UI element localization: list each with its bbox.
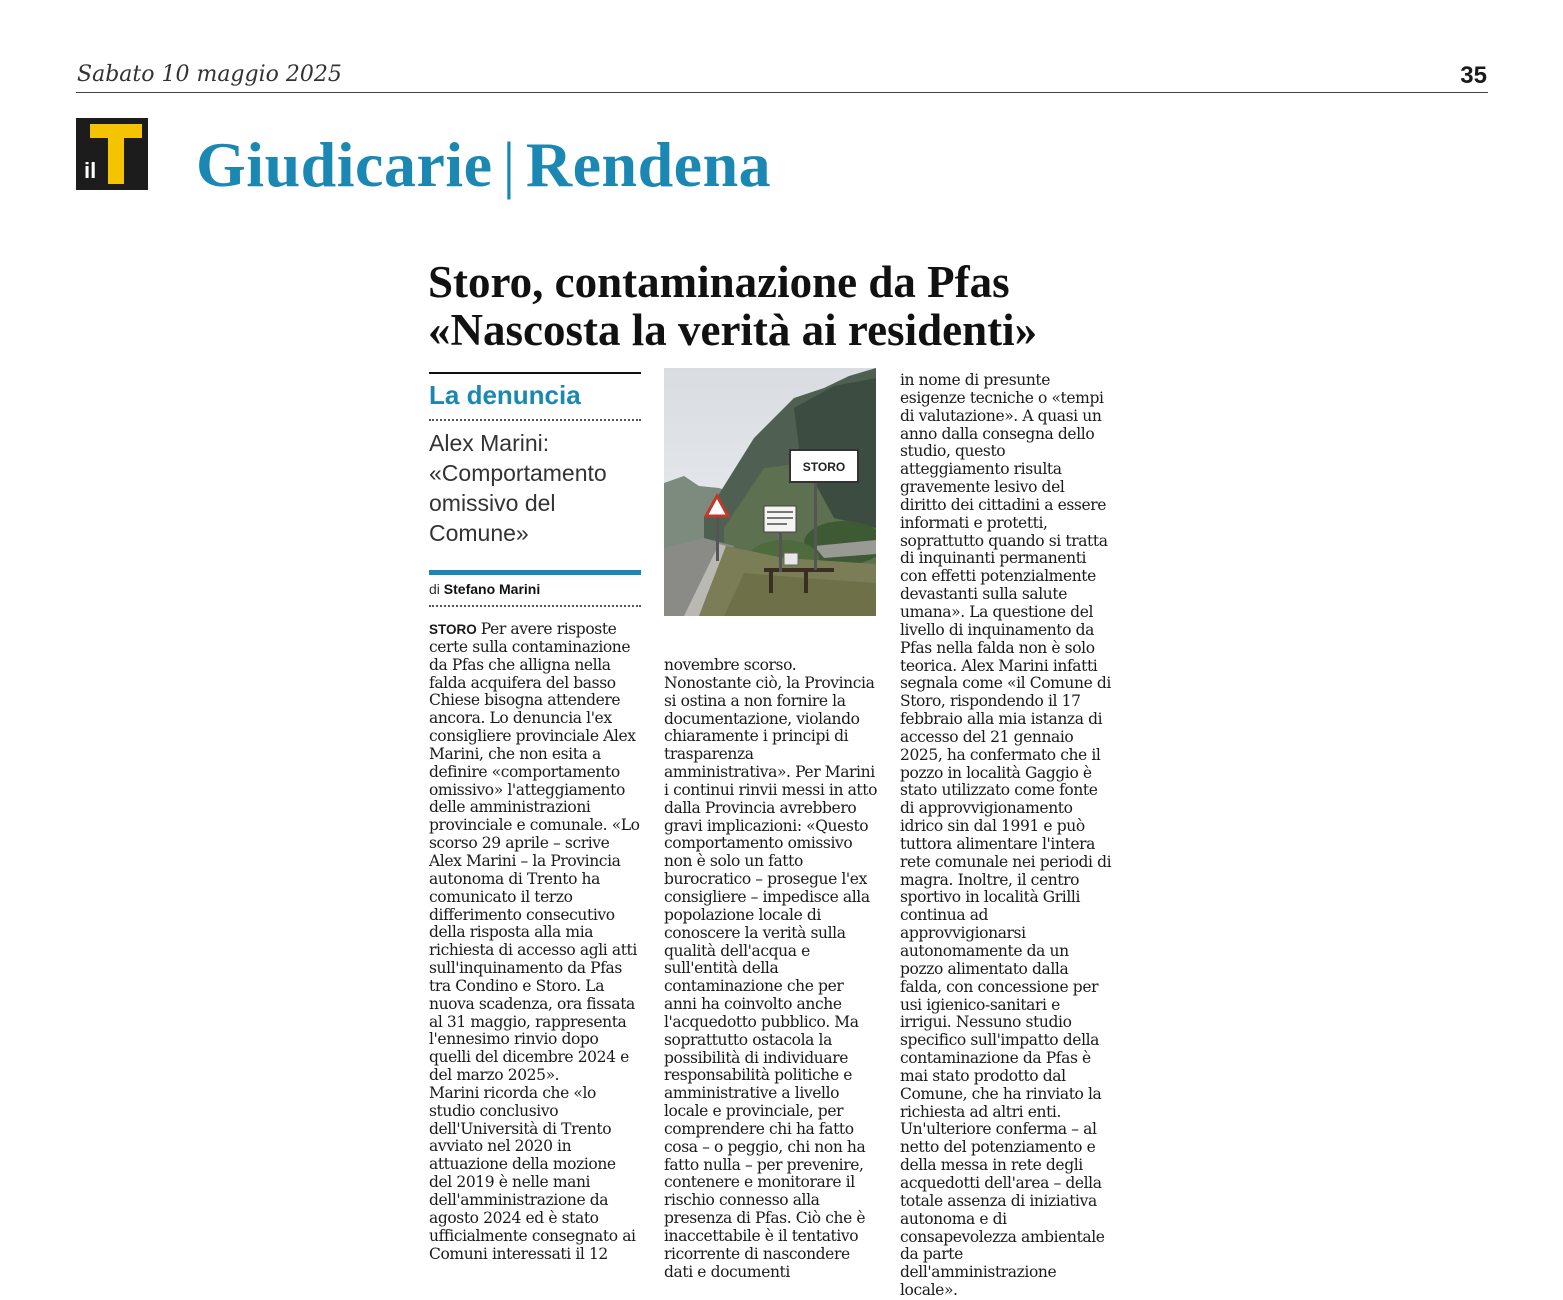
article-headline — [428, 258, 1037, 354]
col2-paragraph: novembre scorso. Nonostante ciò, la Provincia si ostina a non fornire la documentazione, violando chiaramente i principi di trasparenza amministrativa». Per Marini i continui rinvii messi in atto dalla Provincia avrebbero gravi implicazioni: «Questo comportamento omissivo non è solo un fatto burocratico – prosegue l'ex consigliere – impedisce alla popolazione locale di conoscere la verità sulla qualità dell'acqua e sull'entità della contaminazione che per anni ha coinvolto anche l'acquedotto pubblico. Ma soprattutto ostacola la possibilità di individuare responsabilità politiche e amministrative a livello locale e provinciale, per comprendere chi ha fatto cosa – o peggio, chi non ha fatto nulla – per prevenire, contenere e monitorare il rischio connesso alla presenza di Pfas. Ciò che è inaccettabile è il tentativo ricorrente di nascondere dati e documenti — [664, 656, 878, 1281]
headline-line-2: «Nascosta la verità ai residenti» — [428, 305, 1038, 355]
byline-author: Stefano Marini — [443, 581, 541, 597]
issue-date: Sabato 10 maggio 2025 — [77, 62, 342, 87]
kicker-top-rule — [429, 372, 641, 374]
kicker-dotted-rule — [429, 419, 641, 421]
storo-road-sign-photo — [664, 368, 876, 616]
byline — [429, 581, 540, 597]
article-subhead: Alex Marini: «Comportamento omissivo del Comune» — [429, 430, 607, 546]
article-kicker: La denuncia — [429, 380, 581, 410]
section-separator: | — [502, 129, 516, 200]
headline-line-1: Storo, contaminazione da Pfas — [428, 257, 1010, 307]
article-column-2 — [664, 657, 878, 1282]
page-number: 35 — [1460, 62, 1487, 89]
article-photo — [664, 368, 876, 616]
newspaper-logo — [76, 118, 148, 190]
section-title-right: Rendena — [525, 129, 772, 200]
col3-paragraph: in nome di presunte esigenze tecniche o «tempi di valutazione». A quasi un anno dalla consegna dello studio, questo atteggiamento risulta gravemente lesivo del diritto dei cittadini a essere informati e protetti, soprattutto quando si tratta di inquinanti permanenti con effetti potenzialmente devastanti sulla salute umana». La questione del livello di inquinamento da Pfas nella falda non è solo teorica. Alex Marini infatti segnala come «il Comune di Storo, rispondendo il 17 febbraio alla mia istanza di accesso del 21 gennaio 2025, ha confermato che il pozzo in località Gaggio è stato utilizzato come fonte di approvvigionamento idrico sin dal 1991 e può tuttora alimentare l'intera rete comunale nei periodi di magra. Inoltre, il centro sportivo in località Grilli continua ad approvvigionarsi autonomamente da un pozzo alimentato dalla falda, con concessione per usi igienico-sanitari e irrigui. Nessuno studio specifico sull'impatto della contaminazione da Pfas è mai stato prodotto dal Comune, che ha rinviato la richiesta ad altri enti. Un'ulteriore conferma – al netto del potenziamento e della messa in rete degli acquedotti dell'area – della totale assenza di iniziativa autonoma e di consapevolezza ambientale da parte dell'amministrazione locale». — [900, 371, 1112, 1300]
byline-dotted-rule — [429, 605, 641, 607]
col1-paragraph-1: Per avere risposte certe sulla contaminazione da Pfas che alligna nella falda acquifera del basso Chiese bisogna attendere ancora. Lo denuncia l'ex consigliere provinciale Alex Marini, che non esita a definire «comportamento omissivo» l'atteggiamento delle amministrazioni provinciale e comunale. «Lo scorso 29 aprile – scrive Alex Marini – la Provincia autonoma di Trento ha comunicato il terzo differimento consecutivo della risposta alla mia richiesta di accesso agli atti sull'inquinamento da Pfas tra Condino e Storo. La nuova scadenza, ora fissata al 31 maggio, rappresenta l'ennesimo rinvio dopo quelli del dicembre 2024 e del marzo 2025». — [429, 620, 640, 1085]
byline-accent-rule — [429, 570, 641, 575]
article-column-3 — [900, 372, 1114, 1300]
section-title — [196, 128, 771, 202]
header-rule — [76, 92, 1488, 93]
photo-sign-text: STORO — [802, 460, 846, 474]
col1-paragraph-2: Marini ricorda che «lo studio conclusivo dell'Università di Trento avviato nel 2020 in attuazione della mozione del 2019 è nelle mani dell'amministrazione da agosto 2024 ed è stato ufficialmente consegnato ai Comuni interessati il 12 — [429, 1083, 636, 1263]
logo-small-letters: il — [84, 158, 97, 183]
article-column-1 — [429, 621, 643, 1263]
byline-prefix: di — [429, 581, 440, 597]
section-title-left: Giudicarie — [196, 129, 493, 200]
dateline: STORO — [429, 622, 477, 637]
